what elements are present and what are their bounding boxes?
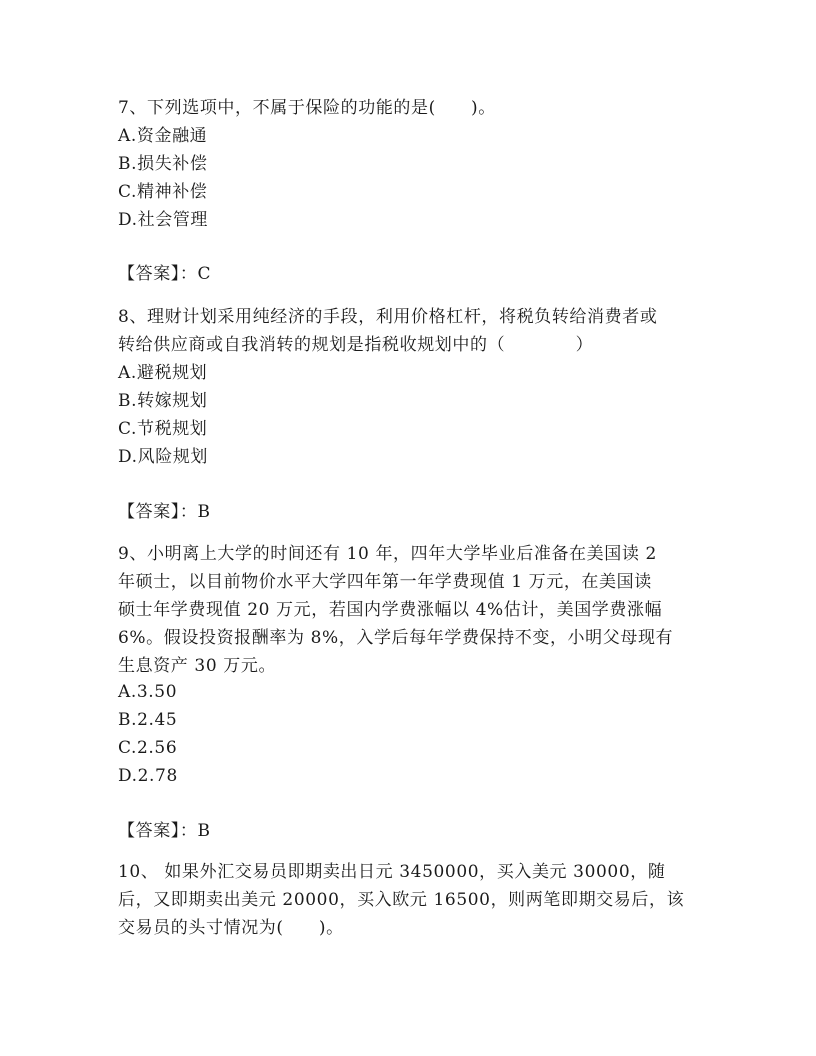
question-8-option-b: B.转嫁规划 <box>118 391 208 411</box>
question-8-answer: 【答案】：B <box>118 502 211 522</box>
question-9-stem-line-5: 生息资产 30 万元。 <box>118 656 277 676</box>
question-10-stem-line-2: 后，又即期卖出美元 20000，买入欧元 16500，则两笔即期交易后，该 <box>118 890 685 910</box>
question-10-stem-line-3: 交易员的头寸情况为( )。 <box>118 918 344 938</box>
question-7-option-a: A.资金融通 <box>118 126 208 146</box>
question-7-option-b: B.损失补偿 <box>118 154 208 174</box>
question-9-option-a: A.3.50 <box>118 682 178 702</box>
question-8-stem-line-1: 8、理财计划采用纯经济的手段，利用价格杠杆，将税负转给消费者或 <box>118 307 658 327</box>
question-8-option-c: C.节税规划 <box>118 419 208 439</box>
question-7-answer: 【答案】：C <box>118 264 212 284</box>
question-9-answer: 【答案】：B <box>118 821 211 841</box>
question-8-stem-line-2: 转给供应商或自我消转的规划是指税收规划中的（ ） <box>118 335 594 355</box>
question-9-stem-line-1: 9、小明离上大学的时间还有 10 年，四年大学毕业后准备在美国读 2 <box>118 544 657 564</box>
question-9-stem-line-4: 6%。假设投资报酬率为 8%，入学后每年学费保持不变，小明父母现有 <box>118 628 674 648</box>
question-9-option-d: D.2.78 <box>118 766 178 786</box>
question-7-option-c: C.精神补偿 <box>118 182 208 202</box>
question-7-option-d: D.社会管理 <box>118 210 209 230</box>
question-9-stem-line-3: 硕士年学费现值 20 万元，若国内学费涨幅以 4%估计，美国学费涨幅 <box>118 600 663 620</box>
question-9-option-b: B.2.45 <box>118 710 178 730</box>
question-7-stem-line-1: 7、下列选项中，不属于保险的功能的是( )。 <box>118 98 496 118</box>
question-8-option-a: A.避税规划 <box>118 363 208 383</box>
question-9-stem-line-2: 年硕士，以目前物价水平大学四年第一年学费现值 1 万元，在美国读 <box>118 572 652 592</box>
question-10-stem-line-1: 10、 如果外汇交易员即期卖出日元 3450000，买入美元 30000，随 <box>118 862 666 882</box>
question-9-option-c: C.2.56 <box>118 738 178 758</box>
question-8-option-d: D.风险规划 <box>118 447 209 467</box>
